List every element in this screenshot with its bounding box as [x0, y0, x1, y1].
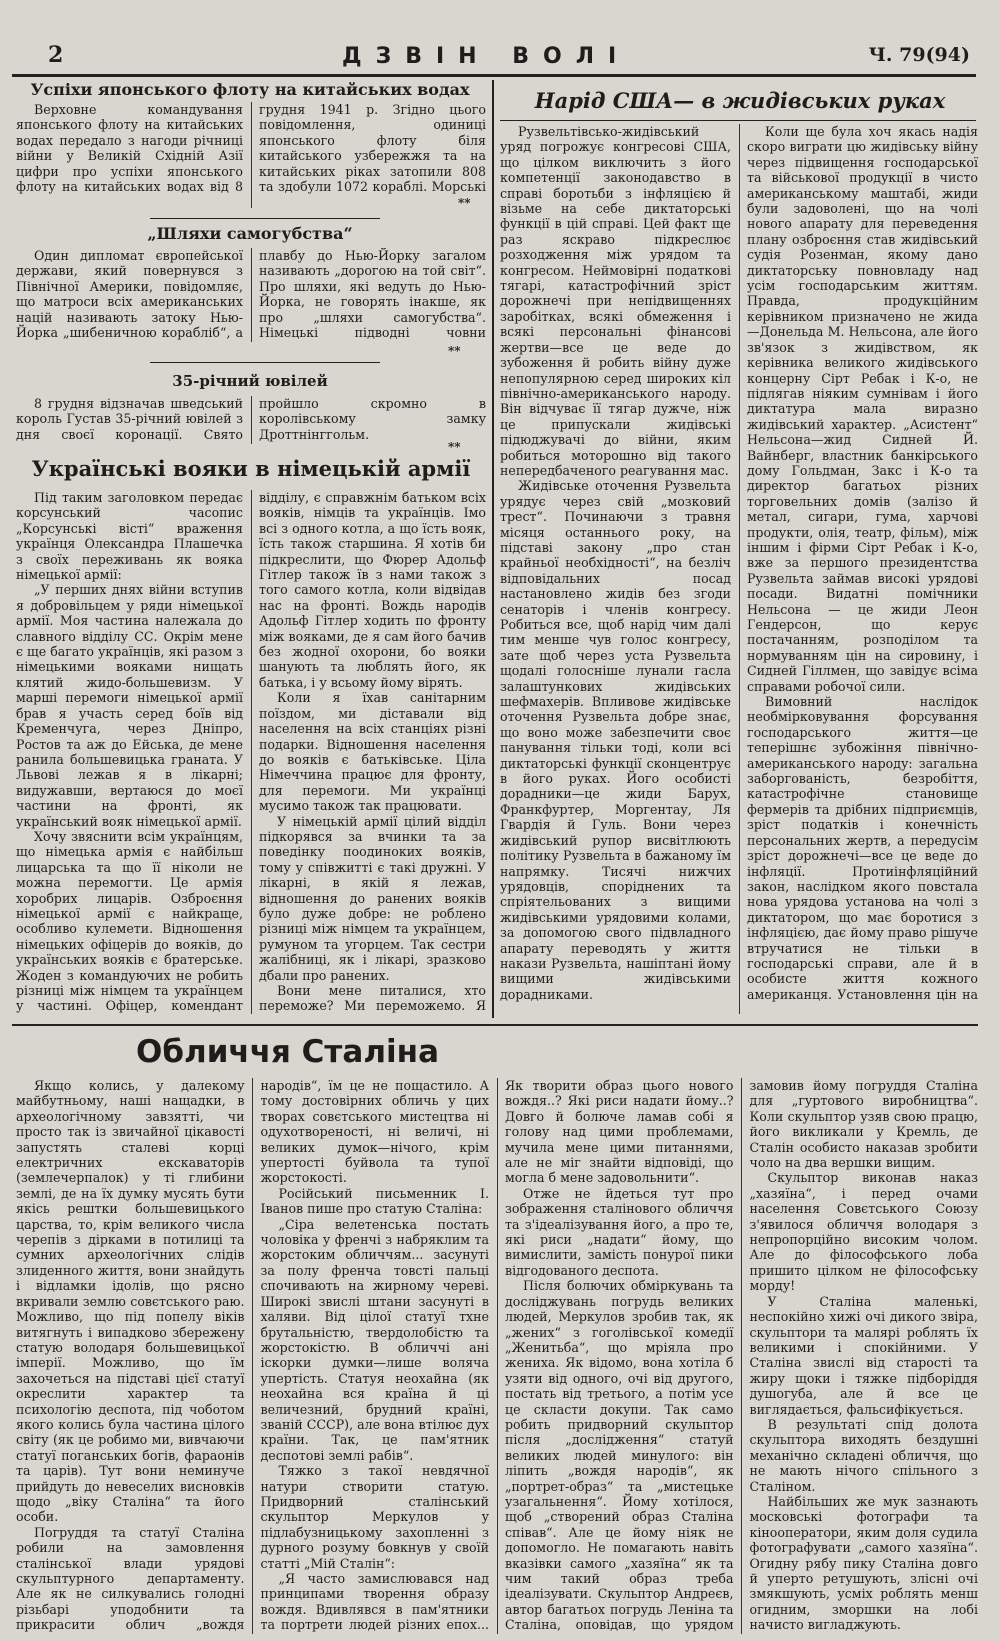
paragraph: Коли я їхав санітарним поїздом, ми діставали від населення на всіх станціях різні подарки. Відношення населення до вояків є батьківське. Ціла Німеччина працює для фронту, для перемоги. Ми українці мусимо також так працювати.	[259, 690, 486, 814]
paragraph: Рузвельтівсько-жидівський уряд погрожує конгресові США, що цілком виключить з його компетенції законодавство в справі боротьби з інфляцією й візьме на себе диктаторські функції в цій справі. Цей факт ще раз яскраво підкреслює розходження між урядом та конгресом. Неймовірні податкові тягарі, катастрофічний зріст дорожнечі при непідвищеннях заробітках, всякі обмеження і всякі персональні фінансові жертви—все це веде до зубоження й робить війну дуже непопулярною серед широких кіл північно-американського народу. Він відчуває її тягар дужче, ніж це припускали жидівські підюджувачі до війни, яким робиться моторошно від такого непередбаченого реагування мас.	[500, 124, 731, 478]
headline-japan: Успіхи японського флоту на китайських водах	[30, 80, 470, 99]
separator	[150, 362, 380, 363]
separator	[500, 120, 976, 121]
paragraph: В результаті спід долота скульптора виходять бездушні механічно складені обличчя, що не мають нічого спільного з Сталіном.	[749, 1416, 978, 1494]
section-divider	[12, 1024, 978, 1026]
article-jubilee-text: 8 грудня відзначав шведський король Густав 35-річний ювілей з дня своєї коронації. Свято пройшло скромно в королівському замку Дроттнінггольм.	[16, 396, 486, 442]
paragraph: Скульптор виконав наказ „хазяїна“, і перед очами населення Совєтського Союзу з'явилося обличчя володаря з непропорційно високим чолом. Але до філософського лоба пришито цілком не філософську морду!	[749, 1170, 978, 1294]
end-mark: **	[458, 196, 471, 210]
paragraph: Найбільших же мук зазнають московські фотографи та кінооператори, яким доля судила фотографувати „самого хазяїна“. Огидну рябу пику Сталіна довго й уперто ретушують, злісні очі змякшують, усміх роблять менш огидним, зморшки на лобі начисто вигладжують.	[749, 1493, 978, 1633]
paragraph: Тяжко з такої невдячної натури створити статую. Придворний сталінський скульптор Меркулов у підлабузницькому захопленні з дурного розуму бовкнув у своїй статті „Мій Сталін“:	[260, 1463, 489, 1571]
paragraph: Вони мене питалися, хто переможе? Ми переможемо. Я	[259, 983, 486, 1014]
paragraph: Вимовний наслідок необмірковування форсування господарського життя—це теперішнє зубожіння північно-американського народу: загальна заборгованість, безробіття, катастрофічне становище фермерів та дрібних підприємців, зріст податків і конечність персональних жертв, а передусім зріст дорожнечі—все це веде до інфляції. Протиінфляційний закон, наслідком якого повстала нова урядова установа на чолі з диктатором, що має боротися з інфляцією, дає йому право рішуче втручатися не тільки в господарські справи, але й в особисте життя кожного американця. Установлення цін на	[747, 694, 978, 1002]
paragraph: Хочу звяснити всім українцям, що німецька армія є найбільш лицарська та що її ніколи не можна перемогти. Це армія хоробрих лицарів. Озброєння німецької армії є найкраще, особливо кулемети. Відношення німецьких офіцерів до вояків, до українських вояків є братерське. Жоден з командуючих не робить різниці між німцем та українцем у частині. Офіцер, комендант відділу, є справжнім батьком всіх вояків, німців та українців. Імо всі з одного котла, а що їсть вояк, їсть також старшина. Я хотів би підкреслити, що Фюрер Адольф Гітлер також їв з нами також з того самого котла, коли відвідав нас на фронті. Вождь народів Адольф Гітлер ходить по фронту між вояками, де я сам його бачив без жодної охорони, бо вояки шанують та люблять його, як батька, і у всьому йому вірять.	[16, 490, 486, 1014]
article-japan-body	[16, 102, 486, 208]
end-mark: **	[448, 440, 461, 454]
headline-usa: Нарід США— в жидівських руках	[534, 88, 946, 113]
paragraph: Жидівське оточення Рузвельта урядує через свій „мозковий трест“. Починаючи з травня місяця останнього року, на підставі закону „про стан крайньої необхідності“, на безліч відповідальних посад настановлено жидів без згоди сенаторів і членів конгресу. Робиться все, щоб нарід чим далі тим менше чув голос конгресу, зате щоб через уста Рузвельта щодалі голосніше лунали гасла залаштункових жидівських шефмахерів. Впливове жидівське оточення Рузвельта добре знає, що воно може забезпечити своє панування тільки тоді, коли всі диктаторські функції сконцентрує в його руках. Його особисті дорадники—це жиди Барух, Франкфуртер, Моргентау, Ля Гвардія й Гуль. Вони через жидівський рупор висвітлюють політику Рузвельта в бажаному їм напрямку. Тисячі нижчих урядовців, споріднених та спріятельованих з вищими жидівськими урядовими колами, за допомогою свого підвладного апарату переводять у життя накази Рузвельта, нашіптані йому вищими жидівськими дорадниками.	[500, 478, 731, 1002]
headline-jubilee: 35-річний ювілей	[172, 372, 328, 390]
article-japan-text: Верховне командування японського флоту на китайських водах передало з нагоди річниці війни у Великій Східній Азії цифри про успіхи японського флоту на китайських водах від 8 грудня 1941 р. Згідно цього повідомлення, одиниці японського флоту біля китайського узбережжя та на китайських ріках затопили 808 та здобули 1072 кораблі. Морські	[16, 102, 486, 195]
paragraph: Під таким заголовком передає корсунський часопис „Корсунські вісті“ враження українця Олександра Плашечка з своїх переживань як вояка німецької армії:	[16, 490, 243, 583]
article-usa-body	[500, 124, 978, 1014]
article-soldiers-body	[16, 490, 486, 1014]
paragraph: Після болючих обміркувань та досліджувань погрудь великих людей, Меркулов зробив так, як „жених“ з гоголівської комедії „Женитьба“, що мріяла про жениха. Як відомо, вона хотіла б узяти від одного, очі від другого, постать від третього, а потім усе це скласти докупи. Так само робить придворний скульптор після „дослідження“ статуй великих людей минулого: він ліпить „вождя народів“, як „портрет-образ“ та „мистецьке узагальнення“. Йому хотілося, щоб „створений образ Сталіна співав“. Але це йому ніяк не допомогло. Не помагають навіть вказівки самого „хазяїна“ як та чим такий образ треба ідеалізувати. Скульптор Андреєв, автор багатьох погрудь Леніна та Сталіна, оповідав, що урядом замовив йому погруддя Сталіна для „гуртового виробництва“. Коли скульптор узяв свою працю, його викликали у Кремль, де Сталін особисто наказав зробити чоло на два вершки вищим.	[505, 1078, 978, 1633]
masthead	[12, 40, 976, 77]
article-suicide-body	[16, 248, 486, 342]
paragraph: Погруддя та статуї Сталіна робили на замовлення сталінської влади урядові скульптурного департаменту. Але як не силкувались голодні різьбарі уподобнити та прикрасити облич „вождя народів“, їм це не пощастило. А тому достовірних обличь у цих творах совєтського мистецтва ні одухотвореності, ні величі, ні великих думок—нічого, крім упертості буйвола та тупої жорстокості.	[16, 1078, 489, 1633]
article-jubilee-body	[16, 396, 486, 444]
paragraph: У німецькій армії цілий відділ підкорявся за вчинки та за поведінку поодиноких вояків, тому у співжитті є такі дружні. У лікарні, в якій я лежав, відношення до ранених вояків було дуже добре: не роблено різниці між німцем та українцем, румуном та угорцем. Так сестри жалібниці, як і лікарі, зразково дбали про ранених.	[259, 813, 486, 983]
article-suicide-text: Один дипломат європейської держави, який повернувся з Північної Америки, повідомляє, що матроси всіх американських націй називають затоку Нью-Йорка „шибеничною корабліб“, а плавбу до Нью-Йорку загалом називають „дорогою на той світ“. Про шляхи, які ведуть до Нью-Йорка, не говорять інакше, як про „шляхи самогубства“. Німецькі підводні човни	[16, 248, 486, 341]
end-mark: **	[448, 344, 461, 358]
headline-suicide: „Шляхи самогубства“	[147, 224, 353, 243]
paragraph: „У перших днях війни вступив я добровільцем у ряди німецької армії. Моя частина належала до славного відділу СС. Окрім мене є ще багато українців, які разом з німецькими вояками нищать клятий жидо-большевизм. У марші перемоги німецької армії брав я участь серед боїв від Кременчуга, через Дніпро, Ростов та аж до Ейська, де мене ранила большевицька граната. У Львові лежав я в лікарні; видужавши, вертаюся до моєї частини на фронті, як український вояк німецької армії.	[16, 582, 244, 829]
paragraph: „Сіра велетенська постать чоловіка у френчі з набряклим та жорстоким обличчям... засунуті за полу френча товсті пальці спочивають на жирному череві. Широкі звислі штани засунуті в халяви. Від цілої статуї тхне брутальністю, твердолобістю та жорстокістю. В обличчі ані іскорки думки—лише воляча упертість. Статуя неохайна (як неохайна вся країна й ці величезний, брудний країні, званій СССР), але вона втілює дух країни. Так, це пам'ятник деспотові землі рабів“.	[260, 1216, 490, 1463]
column-divider	[492, 80, 494, 1018]
headline-stalin: Обличчя Сталіна	[136, 1034, 439, 1070]
issue-number: Ч. 79(94)	[868, 44, 970, 66]
paragraph: У Сталіна маленькі, неспокійно хижі очі дикого звіра, скульптори та малярі роблять їх великими і спокійними. У Сталіна звислі від старості та жиру щоки і тяжке підборіддя душогуба, але й все це виглядається, фальсифікується.	[749, 1293, 978, 1417]
paragraph: Коли ще була хоч якась надія скоро виграти цю жидівську війну через підвищення господарської та військової продукції в чисто американському маштабі, жиди були задоволені, що на чолі нового апарату для переведення плану озброєння став жидівський судія Розенман, якому дано диктаторську повновладу над усім господарським життям. Правда, продукційним керівником призначено не жида—Донельда М. Нельсона, але його зв'язок з жидівством, як керівника великого жидівського концерну Сірт Ребак і К-о, не підлягав ніяким сумнівам і його диктатура мала виразно жидівський характер. „Асистент“ Нельсона—жид Сидней Й. Вайнберг, властник банкірського дому Гольдман, Закс і К-о та директор багатьох різних торговельних домів (залізо й метал, сигари, гума, харчові продукти, олія, театр, фільм), між іншим і фірми Сірт Ребак і К-о, вже за першого президентства Рузвельта займав високі урядові посади. Видатні помічники Нельсона — це жиди Леон Гендерсон, що керує постачанням, розподілом та нормуванням цін на сировину, і Сидней Гіллмен, що завідує всіма справами робочої сили.	[747, 124, 978, 694]
separator	[150, 218, 380, 219]
paragraph: Російський письменник І. Іванов пише про статую Сталіна:	[260, 1185, 489, 1217]
headline-soldiers: Українські вояки в німецькій армії	[31, 456, 471, 481]
paragraph: Отже не йдеться тут про зображення сталінового обличчя та з'ідеалізування його, а про те, які риси „надати“ йому, що вимислити, замість понурої пики відгодованого деспота.	[505, 1185, 734, 1278]
article-stalin-body	[16, 1078, 978, 1634]
paragraph: Якщо колись, у далекому майбутньому, наші нащадки, в археологічному завзятті, чи просто так із звичайної цікавості запустять сталеві корці електричних екскаваторів (землечерпалок) у ті глибини землі, де на їх думку мусять бути якісь рештки большевицького царства, то, крім великого числа черепів з дірками в потилиці та сумних археологічних слідів злиденного життя, вони знайдуть і відламки ідолів, що рясно вкривали землю совєтського раю. Можливо, що під попелу віків витягнуть і випадково збережену статую володаря большевицької імперії. Можливо, що їм захочеться на підставі цієї статуї окреслити характер та психологію деспота, під чоботом якого колись була частина цілого світу (як це робимо ми, вивчаючи статуї поганських богів, фараонів та царів). Тут вони неминуче прийдуть до невеселих висновків щодо „віку Сталіна“ та його особи.	[16, 1078, 245, 1525]
page-number: 2	[48, 42, 64, 68]
newspaper-title: ДЗВІН ВОЛІ	[342, 44, 631, 69]
paragraph: „Я часто замислювався над принципами творення образу вождя. Вдивлявся в пам'ятники та портрети людей різних епох... Як творити образ цього нового вождя..? Які риси надати йому..? Довго й болюче ламав собі я голову над цими проблемами, мучила мене цими питаннями, але не міг знайти відповіді, що могла б мене задовольнити“.	[260, 1078, 734, 1633]
